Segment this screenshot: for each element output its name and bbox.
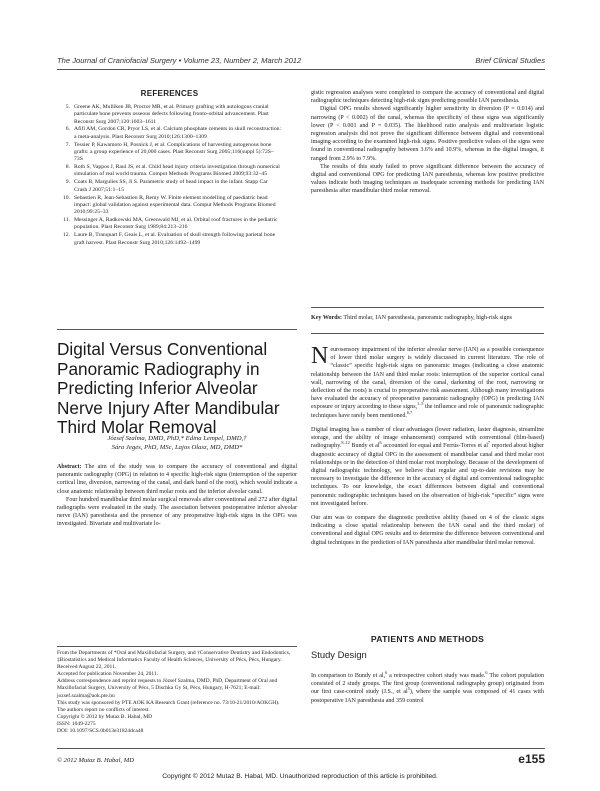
reference-number: 11. xyxy=(63,217,70,224)
study-design-heading: Study Design xyxy=(311,649,367,660)
reference-item xyxy=(57,232,282,247)
keywords xyxy=(311,314,544,322)
abstract-paragraph-2: Four hundred mandibular third molar surgical removals after conventional and 272 after digital radiographs were evaluated in the study. The association between postoperative inferior alveolar nerve (IAN) paresthesia and the presence of any preoperative high-risk signs in the OPG was investigated. Bivariate and multivariate lo- xyxy=(57,496,297,528)
reference-number: 8. xyxy=(65,164,70,171)
reference-text: Messinger A, Radkowski MA, Greenwald MJ, et al. Orbital roof fractures in the pediatric population. Plast Reconstr Surg 1989;84:213–216 xyxy=(74,217,278,231)
methods-heading: PATIENTS AND METHODS xyxy=(370,634,485,644)
reference-number: 12. xyxy=(62,232,70,239)
journal-name: The Journal of Craniofacial Surgery xyxy=(57,56,177,65)
footnote-rule xyxy=(57,646,297,647)
authors-line-1: József Szalma, DMD, PhD,* Edina Lempel, DMD,† xyxy=(107,435,247,442)
footer-rule xyxy=(57,748,545,749)
issue-info: Volume 23, Number 2, March 2012 xyxy=(183,56,302,65)
abstract-continuation xyxy=(311,89,544,196)
reference-number: 6. xyxy=(65,126,70,133)
abstract-cont-paragraph-3: The results of this study failed to prove significant difference between the accuracy of digital and conventional OPG for predicting IAN paresthesia, whereas low positive predictive values indicate both imaging techniques as inadequate screening methods for predicting IAN paresthesia after mandibular third molar removal. xyxy=(311,163,544,195)
footer-copyright: © 2012 Mutaz B. Habal, MD xyxy=(57,757,134,764)
abstract-cont-paragraph-1: gistic regression analyses were completed to compare the accuracy of conventional and digital radiographic techniques detecting high-risk signs predicting possible IAN paresthesia. xyxy=(311,90,544,105)
study-p1b: a retrospective cohort study was made. xyxy=(387,673,486,680)
reference-item xyxy=(57,142,282,164)
reference-item xyxy=(57,179,282,194)
footnote-sponsor: This study was sponsored by PTE AOK KA Research Grant (reference no. 73/10-21/2010/AOKGH). xyxy=(57,699,280,706)
abstract-label: Abstract: xyxy=(57,464,82,470)
running-header xyxy=(57,56,545,68)
footnote-address: Address correspondence and reprint requests to József Szalma, DMD, PhD, Department of Oral and Maxillofacial Surgery, University of Pécs, 5 Dischka Gy St, Pécs, Hungary, H-7621; E-mail: jozsef.szalma@aok.pte.hu xyxy=(57,678,278,699)
citation: 6 xyxy=(379,440,382,446)
reference-item xyxy=(57,126,282,141)
footnote-received: Received August 22, 2011. xyxy=(57,664,117,671)
citation: 5 xyxy=(407,686,410,692)
references-heading: REFERENCES xyxy=(140,89,199,98)
citation: 7 xyxy=(487,440,491,446)
keywords-rule-top xyxy=(311,307,544,308)
intro-p1-text: eurosensory impairment of the inferior alveolar nerve (IAN) as a possible consequence of lower third molar surgery is widely discussed in current literature. The role of “classic” specific high-risk signs on panoramic images (indicating a close anatomic relationship between the IAN and third molar roots: interruption of the superior cortical canal wall, narrowing of the canal, diversion of the canal, darkening of the root, narrowing or deflection of the roots) is crucial to preoperative risk assessment. Although many investigations have evaluated the accuracy of preoperative panoramic radiography (OPG) in predicting IAN exposure or injury according to these signs, xyxy=(311,347,544,411)
study-p1c: The cohort population consisted of 2 study groups. The first group (conventional radiography group) originated from our first case-control study (J.S., et al xyxy=(311,673,544,696)
author-list xyxy=(57,434,297,452)
reference-text: Greene AK, Mulliken JB, Proctor MR, et al. Primary grafting with autologous cranial particulate bone prevents osseous defects following fronto-orbital advancement. Plast Reconstr Surg 2007;120:1603–1611 xyxy=(74,104,269,125)
reference-number: 9. xyxy=(65,179,70,186)
study-p1a: In comparison to Bundy et al, xyxy=(311,673,386,680)
introduction xyxy=(311,340,544,553)
keywords-text: Third molar, IAN paresthesia, panoramic radiography, high-risk signs xyxy=(343,315,513,321)
footnote-affiliation: From the Departments of *Oral and Maxillofacial Surgery, and †Conservative Dentistry and Endodontics, ‡Biostatistics and Medical Informatics Faculty of Health Sciences, University of Pécs, Pécs, Hungary. xyxy=(57,650,291,664)
intro-p2-mid2: accounted for equal and Ferrús-Torres et al xyxy=(381,443,488,450)
footnote-doi: DOI: 10.1097/SCS.0b013e31824dca48 xyxy=(57,728,144,735)
header-rule xyxy=(57,69,545,70)
abstract-paragraph-1 xyxy=(57,463,297,496)
abstract-cont-paragraph-2: Digital OPG results showed significantly higher sensitivity in diversion (P = 0.014) and narrowing (P < 0.002) of the canal, whereas the specificity of these signs was significantly lower (P < 0.001 and P = 0.035). The likelihood ratio analysis and multivariate logistic regression analysis did not prove the significant difference between digital and conventional imaging according to the examined high-risk signs. Positive predictive values of the signs were found in conventional radiography between 3.6% and 10.9%, whereas in the digital images, it ranged from 2.9% to 7.9%. xyxy=(311,106,544,162)
reference-text: Sebastien R, Jean-Sebastien R, Remy W. Finite element modelling of paediatric head impact: global validation against experimental data. Comput Methods Programs Biomed 2010;99:25–33 xyxy=(74,194,276,216)
abstract-text-1: The aim of the study was to compare the accuracy of conventional and digital panoramic radiography (OPG) in relation to 4 specific high-risk signs (interruption of the superior cortical line, diversion, narrowing of the canal, and dark band of the root), which would indicate a close anatomic relationship between third molar roots and the inferior alveolar canal. xyxy=(57,464,298,495)
citation: 6,7 xyxy=(406,409,413,415)
references-list xyxy=(57,104,282,247)
footnote-issn: ISSN: 1049-2275 xyxy=(57,720,96,727)
footnote-accepted: Accepted for publication November 24, 2011. xyxy=(57,671,159,678)
page-number: e155 xyxy=(518,752,545,766)
reference-number: 5. xyxy=(65,104,70,110)
citation: 8–12 xyxy=(341,440,350,446)
authors-line-2: Sára Jeges, PhD, MSc, Lajos Olasz, MD, DMD* xyxy=(111,444,243,451)
footnote-conflict: The authors report no conflicts of interest. xyxy=(57,706,150,713)
reproduction-notice: Copyright © 2012 Mutaz B. Habal, MD. Unauthorized reproduction of this article is prohibited. xyxy=(162,773,438,780)
reference-item xyxy=(57,195,282,217)
study-design-text xyxy=(311,666,544,711)
intro-p2-end: reported about higher diagnostic accuracy of digital OPG in the assessment of mandibular canal and third molar root relationships or in the detection of third molar root morphology. Because of the development of digital radiographic technology, we believe that regular and up-to-date revisions may be necessary to investigate the difference in the accuracy of digital and conventional radiographic techniques. To our knowledge, the exact differences between digital and conventional panoramic radiographic techniques based on the observation of high-risk “specific” signs were not investigated before. xyxy=(311,443,544,507)
intro-paragraph-2 xyxy=(311,426,544,508)
reference-item xyxy=(57,217,282,232)
title-rule xyxy=(57,329,297,330)
header-journal-issue: The Journal of Craniofacial Surgery • Volume 23, Number 2, March 2012 xyxy=(57,56,302,65)
intro-p1-end: the influence and role of panoramic radiographic techniques have rarely been mentioned. xyxy=(311,404,544,419)
study-p1d: ), where the sample was composed of 41 cases with postoperative IAN paresthesia and 359 control xyxy=(311,689,545,704)
reference-text: Roth S, Vappos J, Raul JS, et al. Child head injury criteria investigation through numerical simulation of real world trauma. Comput Methods Programs Biomed 2009;93:32–45 xyxy=(74,164,280,178)
footnotes xyxy=(57,650,297,735)
keywords-rule-bottom xyxy=(311,333,544,334)
study-paragraph-1 xyxy=(311,672,544,705)
citation: 6 xyxy=(485,670,488,676)
article-title: Digital Versus Conventional Panoramic Radiography in Predicting Inferior Alveolar Nerve Injury After Mandibular Third Molar Removal xyxy=(57,339,280,437)
intro-paragraph-1 xyxy=(311,343,544,420)
abstract xyxy=(57,463,297,529)
reference-text: Laure B, Tranquart F, Geais L, et al. Evaluation of skull strength following parietal bone graft harvest. Plast Reconstr Surg 2010;126:1492–1499 xyxy=(74,232,276,246)
intro-p2-text: Digital imaging has a number of clear advantages (lower radiation, faster diagnosis, streamline storage, and the ability of image enhancement) compared with conventional (film-based) radiography. xyxy=(311,426,544,450)
header-section: Brief Clinical Studies xyxy=(475,56,545,65)
reference-text: Afifi AM, Gordon CR, Pryor LS, et al. Calcium phosphate cements in skull reconstruction: a meta-analysis. Plast Reconstr Surg 2010;126:1300–1309 xyxy=(74,126,282,140)
reference-text: Tessier P, Kawamoto H, Posnick J, et al. Complications of harvesting autogenous bone grafts: a group experience of 20,000 cases. Plast Reconstr Surg 2005;116(suppl 5):72S–73S xyxy=(74,141,274,163)
reference-number: 10. xyxy=(62,194,70,201)
citation: 1–5 xyxy=(417,401,424,407)
reference-text: Coats B, Margulies SS, Ji S. Parametric study of head impact in the infant. Stapp Car Crash J 2007;51:1–15 xyxy=(74,179,268,193)
citation: 6 xyxy=(385,670,388,676)
reference-item xyxy=(57,164,282,179)
reference-item xyxy=(57,104,282,126)
footnote-copyright: Copyright © 2012 by Mutaz B. Habal, MD xyxy=(57,713,153,720)
keywords-label: Key Words: xyxy=(311,315,342,321)
intro-p2-mid: Bundy et al xyxy=(349,443,380,450)
intro-paragraph-3: Our aim was to compare the diagnostic predictive ability (based on 4 of the classic signs indicating a close spatial relationship between the IAN canal and the third molar) of conventional and digital OPG results and to determine the difference between conventional and digital techniques in the prediction of IAN paresthesia after mandibular third molar removal. xyxy=(311,515,544,546)
reference-number: 7. xyxy=(65,141,70,148)
drop-cap: N xyxy=(311,343,329,370)
